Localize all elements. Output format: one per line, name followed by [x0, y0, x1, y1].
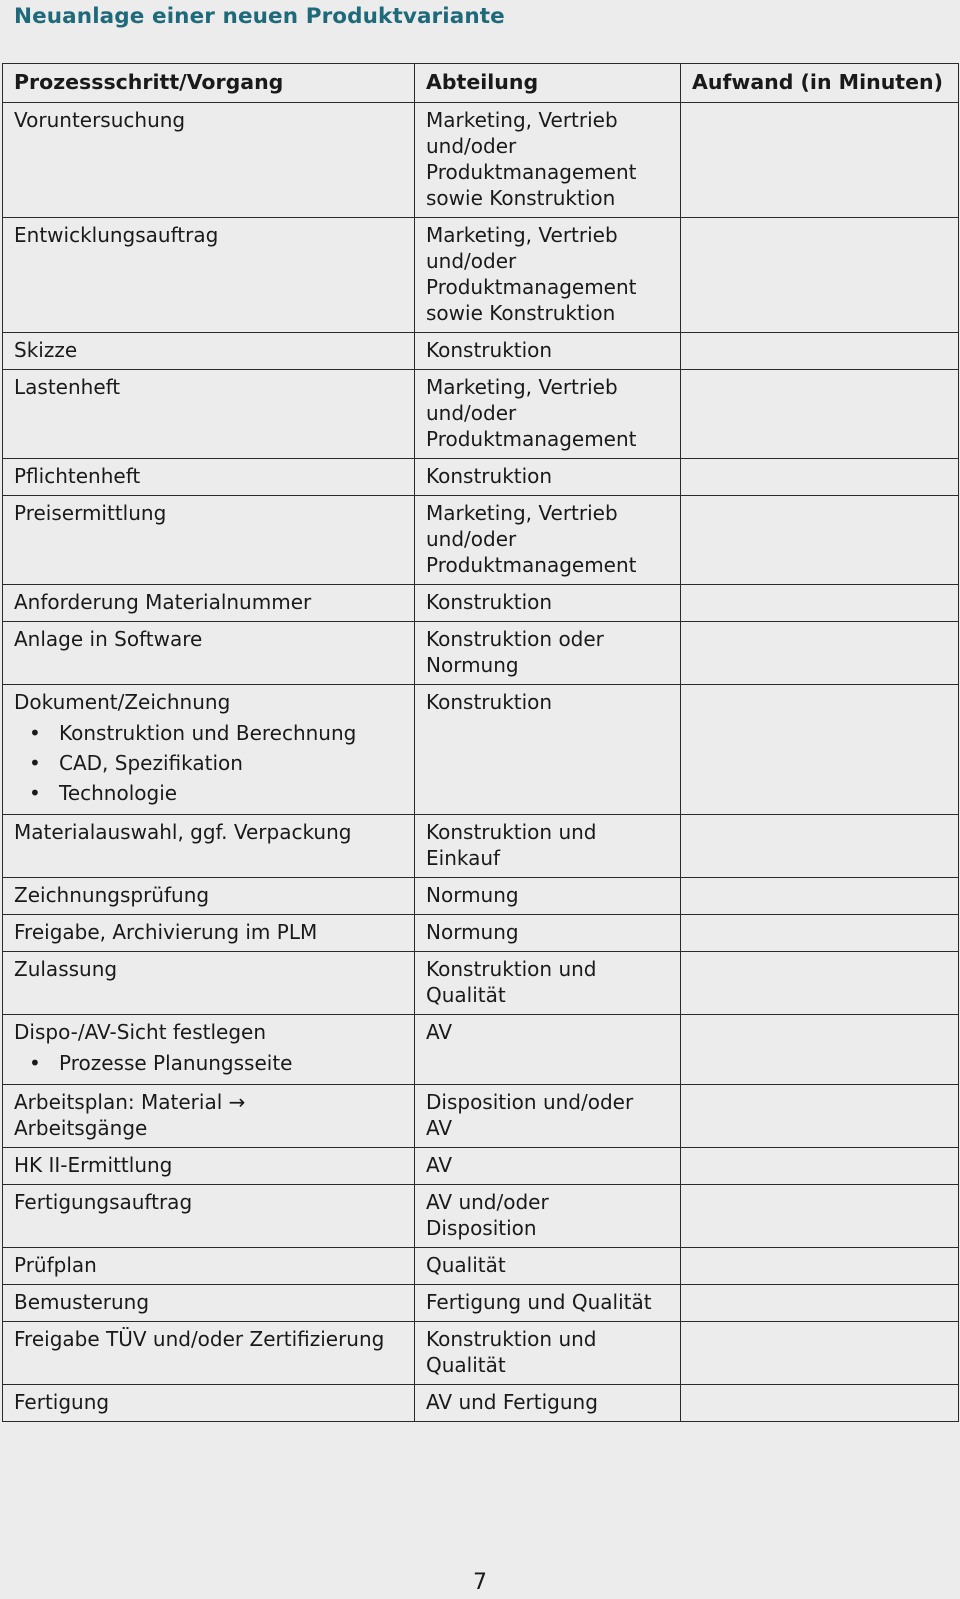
cell-process-step — [3, 459, 415, 496]
cell-department — [415, 496, 681, 585]
step-text: Lastenheft — [14, 375, 121, 399]
cell-effort — [681, 685, 959, 815]
cell-effort — [681, 1185, 959, 1248]
cell-process-step — [3, 1015, 415, 1085]
department-line: und/oder — [426, 134, 517, 158]
cell-effort — [681, 1015, 959, 1085]
table-row — [3, 370, 959, 459]
department-line: Normung — [426, 920, 519, 944]
table-row — [3, 1148, 959, 1185]
cell-department — [415, 622, 681, 685]
cell-effort — [681, 815, 959, 878]
cell-process-step — [3, 685, 415, 815]
cell-department — [415, 459, 681, 496]
step-bullet-item: • Technologie — [59, 778, 404, 808]
cell-process-step — [3, 1148, 415, 1185]
department-line: Normung — [426, 653, 519, 677]
cell-department — [415, 1248, 681, 1285]
department-line: Normung — [426, 883, 519, 907]
department-line: Konstruktion — [426, 690, 553, 714]
department-line: Produktmanagement — [426, 160, 637, 184]
cell-effort — [681, 1285, 959, 1322]
department-line: AV — [426, 1116, 453, 1140]
department-line: Marketing, Vertrieb — [426, 108, 618, 132]
step-text: Voruntersuchung — [14, 108, 186, 132]
department-line: Konstruktion oder — [426, 627, 604, 651]
document-title: Neuanlage einer neuen Produktvariante — [14, 4, 505, 29]
department-line: Marketing, Vertrieb — [426, 375, 618, 399]
cell-process-step — [3, 370, 415, 459]
cell-department — [415, 1185, 681, 1248]
cell-department — [415, 218, 681, 333]
cell-department — [415, 585, 681, 622]
cell-process-step — [3, 878, 415, 915]
step-bullet-item: • CAD, Spezifikation — [59, 748, 404, 778]
table-row — [3, 1185, 959, 1248]
header-effort: Aufwand (in Minuten) — [681, 64, 959, 103]
step-text: Prüfplan — [14, 1253, 97, 1277]
step-text: Anlage in Software — [14, 627, 203, 651]
step-text: Freigabe, Archivierung im PLM — [14, 920, 318, 944]
department-line: AV und/oder — [426, 1190, 549, 1214]
cell-effort — [681, 333, 959, 370]
step-text: Arbeitsgänge — [14, 1116, 148, 1140]
table-row — [3, 878, 959, 915]
department-line: Disposition — [426, 1216, 537, 1240]
cell-department — [415, 815, 681, 878]
cell-effort — [681, 1385, 959, 1422]
cell-department — [415, 915, 681, 952]
table-row — [3, 1285, 959, 1322]
table-row — [3, 333, 959, 370]
department-line: Konstruktion — [426, 464, 553, 488]
cell-process-step — [3, 103, 415, 218]
step-text: Bemusterung — [14, 1290, 150, 1314]
process-table — [2, 63, 959, 1422]
cell-effort — [681, 103, 959, 218]
step-text: Dokument/Zeichnung — [14, 690, 231, 714]
department-line: Marketing, Vertrieb — [426, 223, 618, 247]
step-text: Materialauswahl, ggf. Verpackung — [14, 820, 352, 844]
step-text: Freigabe TÜV und/oder Zertifizierung — [14, 1327, 385, 1351]
cell-process-step — [3, 1285, 415, 1322]
header-process-step: Prozessschritt/Vorgang — [3, 64, 415, 103]
cell-effort — [681, 915, 959, 952]
cell-department — [415, 1015, 681, 1085]
step-text: HK II-Ermittlung — [14, 1153, 173, 1177]
step-text: Fertigung — [14, 1390, 110, 1414]
department-line: Marketing, Vertrieb — [426, 501, 618, 525]
cell-department — [415, 1285, 681, 1322]
department-line: Einkauf — [426, 846, 501, 870]
table-row — [3, 496, 959, 585]
step-text: Zulassung — [14, 957, 118, 981]
table-row — [3, 952, 959, 1015]
cell-department — [415, 952, 681, 1015]
cell-department — [415, 370, 681, 459]
table-row — [3, 1385, 959, 1422]
cell-process-step — [3, 333, 415, 370]
department-line: Konstruktion und — [426, 820, 597, 844]
table-row — [3, 685, 959, 815]
cell-process-step — [3, 1085, 415, 1148]
step-text: Preisermittlung — [14, 501, 167, 525]
department-line: Produktmanagement — [426, 427, 637, 451]
cell-department — [415, 685, 681, 815]
department-line: Fertigung und Qualität — [426, 1290, 652, 1314]
department-line: sowie Konstruktion — [426, 186, 616, 210]
cell-department — [415, 1385, 681, 1422]
department-line: AV und Fertigung — [426, 1390, 598, 1414]
step-bullet-list — [14, 1048, 404, 1078]
table-row — [3, 1015, 959, 1085]
cell-department — [415, 1322, 681, 1385]
table-body — [3, 103, 959, 1422]
cell-process-step — [3, 1185, 415, 1248]
table-header-row — [3, 64, 959, 103]
cell-effort — [681, 370, 959, 459]
step-text: Skizze — [14, 338, 78, 362]
step-bullet-item: • Prozesse Planungsseite — [59, 1048, 404, 1078]
cell-department — [415, 1085, 681, 1148]
cell-effort — [681, 459, 959, 496]
department-line: und/oder — [426, 527, 517, 551]
department-line: Konstruktion und — [426, 1327, 597, 1351]
department-line: AV — [426, 1020, 453, 1044]
table-row — [3, 1085, 959, 1148]
cell-process-step — [3, 915, 415, 952]
step-text: Pflichtenheft — [14, 464, 141, 488]
step-bullet-list — [14, 718, 404, 808]
cell-process-step — [3, 585, 415, 622]
cell-effort — [681, 622, 959, 685]
page-number: 7 — [473, 1570, 487, 1595]
step-text: Dispo-/AV-Sicht festlegen — [14, 1020, 267, 1044]
cell-effort — [681, 1085, 959, 1148]
cell-effort — [681, 1322, 959, 1385]
department-line: Qualität — [426, 1353, 506, 1377]
table-row — [3, 1248, 959, 1285]
cell-department — [415, 103, 681, 218]
department-line: Qualität — [426, 1253, 506, 1277]
step-bullet-item: • Konstruktion und Berechnung — [59, 718, 404, 748]
table-row — [3, 103, 959, 218]
step-text: Fertigungsauftrag — [14, 1190, 193, 1214]
cell-process-step — [3, 496, 415, 585]
department-line: AV — [426, 1153, 453, 1177]
department-line: Qualität — [426, 983, 506, 1007]
cell-process-step — [3, 952, 415, 1015]
cell-process-step — [3, 1385, 415, 1422]
cell-process-step — [3, 815, 415, 878]
department-line: Produktmanagement — [426, 553, 637, 577]
cell-process-step — [3, 1248, 415, 1285]
cell-process-step — [3, 1322, 415, 1385]
header-department: Abteilung — [415, 64, 681, 103]
step-text: Anforderung Materialnummer — [14, 590, 312, 614]
cell-department — [415, 878, 681, 915]
table-row — [3, 915, 959, 952]
table-row — [3, 218, 959, 333]
cell-department — [415, 333, 681, 370]
cell-effort — [681, 585, 959, 622]
cell-effort — [681, 952, 959, 1015]
department-line: Disposition und/oder — [426, 1090, 634, 1114]
table-row — [3, 622, 959, 685]
department-line: und/oder — [426, 401, 517, 425]
department-line: Konstruktion — [426, 338, 553, 362]
department-line: Konstruktion und — [426, 957, 597, 981]
table-row — [3, 1322, 959, 1385]
department-line: Konstruktion — [426, 590, 553, 614]
department-line: Produktmanagement — [426, 275, 637, 299]
cell-effort — [681, 878, 959, 915]
cell-process-step — [3, 622, 415, 685]
table-row — [3, 459, 959, 496]
step-text: Entwicklungsauftrag — [14, 223, 219, 247]
cell-effort — [681, 1248, 959, 1285]
department-line: und/oder — [426, 249, 517, 273]
cell-department — [415, 1148, 681, 1185]
step-text: Arbeitsplan: Material → — [14, 1090, 246, 1114]
cell-effort — [681, 1148, 959, 1185]
department-line: sowie Konstruktion — [426, 301, 616, 325]
cell-effort — [681, 496, 959, 585]
table-row — [3, 585, 959, 622]
cell-effort — [681, 218, 959, 333]
step-text: Zeichnungsprüfung — [14, 883, 210, 907]
cell-process-step — [3, 218, 415, 333]
table-row — [3, 815, 959, 878]
